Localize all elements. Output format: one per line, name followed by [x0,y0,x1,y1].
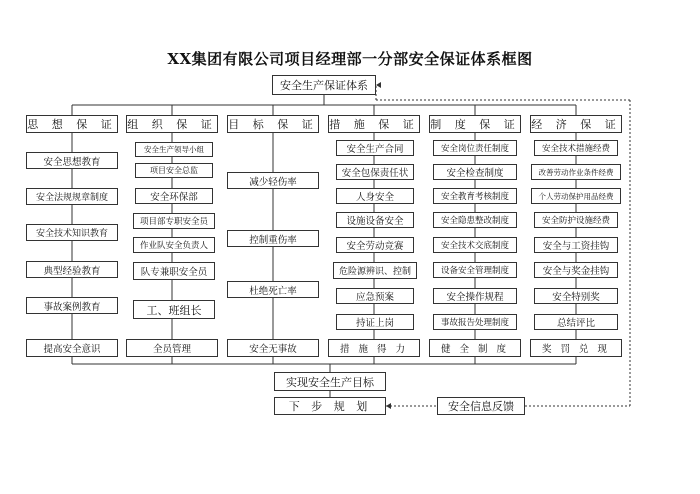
col4-item3: 人身安全 [336,188,414,204]
col4-item8: 持证上岗 [336,314,414,330]
next-step-box: 下 步 规 划 [274,397,386,415]
diagram-title: XX集团有限公司项目经理部一分部安全保证体系框图 [167,50,533,68]
col4-footer: 措 施 得 力 [328,339,420,357]
col2-item1: 安全生产领导小组 [135,142,213,157]
col1-item5: 事故案例教育 [26,297,118,314]
col6-item8: 总结评比 [534,314,618,330]
col5-item4: 安全隐患整改制度 [433,212,517,228]
col2-item4: 项目部专职安全员 [133,213,215,229]
col2-footer: 全员管理 [126,339,218,357]
col6-item1: 安全技术措施经费 [534,140,618,156]
feedback-box: 安全信息反馈 [437,397,525,415]
col4-item1: 安全生产合同 [336,140,414,156]
col5-item6: 设备安全管理制度 [433,262,517,278]
col4-item2: 安全包保责任状 [336,164,414,180]
col2-item3: 安全环保部 [135,188,213,204]
col1-header: 思 想 保 证 [26,115,118,133]
col2-item2: 项目安全总监 [135,163,213,178]
col2-item6: 队专兼职安全员 [133,262,215,280]
col5-item2: 安全检查制度 [433,164,517,180]
col6-item3: 个人劳动保护用品经费 [531,188,621,204]
root-box: 安全生产保证体系 [272,75,376,95]
col6-footer: 奖 罚 兑 现 [530,339,622,357]
col4-item6: 危险源辨识、控制 [333,262,417,279]
col2-item5: 作业队安全负责人 [133,237,215,253]
col4-item5: 安全劳动竞赛 [336,237,414,253]
col1-item3: 安全技术知识教育 [26,224,118,241]
col6-item4: 安全防护设施经费 [534,212,618,228]
col5-item5: 安全技术交底制度 [433,237,517,253]
col3-item3: 杜绝死亡率 [227,281,319,298]
arrow-head-29 [376,82,381,88]
col5-item1: 安全岗位责任制度 [433,140,517,156]
col1-footer: 提高安全意识 [26,339,118,357]
col4-header: 措 施 保 证 [328,115,420,133]
col5-item3: 安全教育考核制度 [433,188,517,204]
col3-item1: 减少轻伤率 [227,172,319,189]
col5-header: 制 度 保 证 [429,115,521,133]
col1-item4: 典型经验教育 [26,261,118,278]
col6-item7: 安全特别奖 [534,288,618,304]
col4-item4: 设施设备安全 [336,212,414,228]
col3-header: 目 标 保 证 [227,115,319,133]
col3-footer: 安全无事故 [227,339,319,357]
col3-item2: 控制重伤率 [227,230,319,247]
col5-item7: 安全操作规程 [433,288,517,304]
col1-item1: 安全思想教育 [26,152,118,169]
col5-item8: 事故报告处理制度 [433,314,517,330]
col6-item5: 安全与工资挂钩 [534,237,618,253]
col2-item7: 工、班组长 [133,300,215,319]
col1-item2: 安全法规规章制度 [26,188,118,205]
col6-header: 经 济 保 证 [530,115,622,133]
col6-item6: 安全与奖金挂钩 [534,262,618,278]
col4-item7: 应急预案 [336,288,414,304]
col6-item2: 改善劳动作业条件经费 [531,164,621,180]
goal-box: 实现安全生产目标 [274,372,386,391]
col5-footer: 健 全 制 度 [429,339,521,357]
col2-header: 组 织 保 证 [126,115,218,133]
arrow-head-24 [386,403,391,409]
